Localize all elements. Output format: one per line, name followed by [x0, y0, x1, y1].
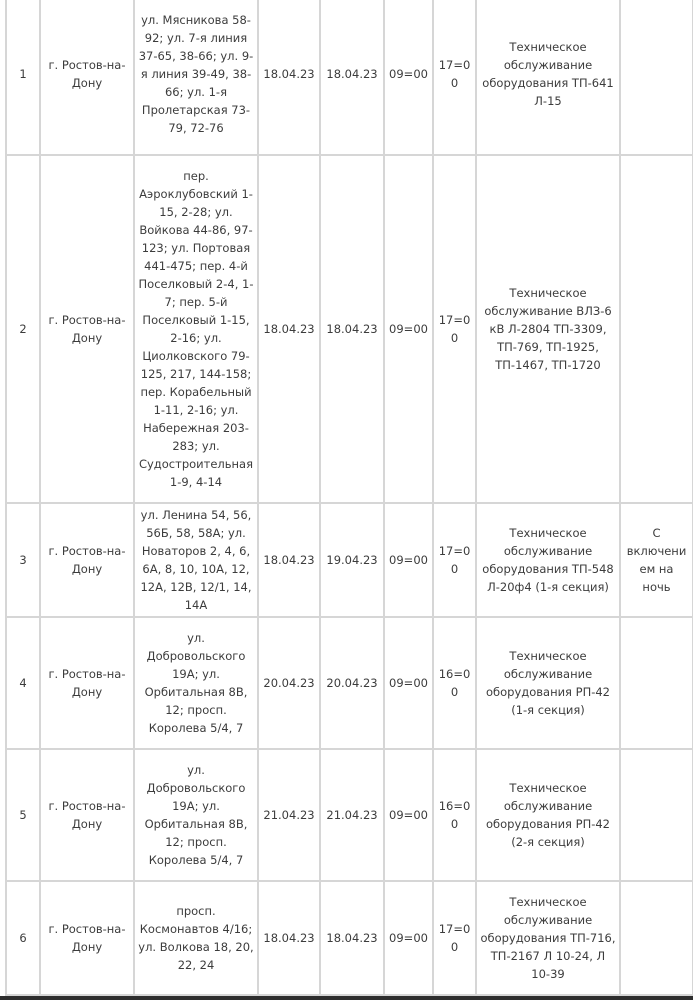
window-bottom-edge	[0, 996, 693, 1000]
time-end-cell: 16=00	[433, 749, 476, 881]
date-start-cell: 18.04.23	[258, 503, 320, 617]
city-cell: г. Ростов-на-Дону	[40, 0, 134, 155]
time-start-cell: 09=00	[384, 749, 433, 881]
time-end-cell: 17=00	[433, 0, 476, 155]
row-number: 3	[6, 503, 40, 617]
date-end-cell: 18.04.23	[320, 155, 384, 503]
addresses-cell: ул. Добровольского 19А; ул. Орбитальная 8В, 12; просп. Королева 5/4, 7	[134, 749, 258, 881]
note-cell	[620, 155, 693, 503]
row-number: 5	[6, 749, 40, 881]
date-end-cell: 20.04.23	[320, 617, 384, 749]
reason-cell: Техническое обслуживание оборудования РП-42 (1-я секция)	[476, 617, 620, 749]
addresses-cell: просп. Космонавтов 4/16; ул. Волкова 18, 20, 22, 24	[134, 881, 258, 995]
time-start-cell: 09=00	[384, 503, 433, 617]
table-row	[6, 155, 693, 503]
reason-cell: Техническое обслуживание оборудования ТП-548 Л-20ф4 (1-я секция)	[476, 503, 620, 617]
note-cell	[620, 881, 693, 995]
time-end-cell: 17=00	[433, 155, 476, 503]
city-cell: г. Ростов-на-Дону	[40, 617, 134, 749]
time-start-cell: 09=00	[384, 617, 433, 749]
time-end-cell: 17=00	[433, 503, 476, 617]
note-cell: С включением на ночь	[620, 503, 693, 617]
note-cell	[620, 617, 693, 749]
table-row	[6, 749, 693, 881]
table-row	[6, 617, 693, 749]
reason-cell: Техническое обслуживание оборудования ТП-716, ТП-2167 Л 10-24, Л 10-39	[476, 881, 620, 995]
date-start-cell: 18.04.23	[258, 0, 320, 155]
reason-cell: Техническое обслуживание оборудования ТП-641 Л-15	[476, 0, 620, 155]
reason-cell: Техническое обслуживание ВЛЗ-6 кВ Л-2804 ТП-3309, ТП-769, ТП-1925, ТП-1467, ТП-1720	[476, 155, 620, 503]
date-end-cell: 21.04.23	[320, 749, 384, 881]
reason-cell: Техническое обслуживание оборудования РП-42 (2-я секция)	[476, 749, 620, 881]
addresses-cell: пер. Аэроклубовский 1-15, 2-28; ул. Войкова 44-86, 97-123; ул. Портовая 441-475; пер. 4-й Поселковый 2-4, 1-7; пер. 5-й Поселковый 1-15, 2-16; ул. Циолковского 79-125, 217, 144-158; пер. Корабельный 1-11, 2-16; ул. Набережная 203-283; ул. Судостроительная 1-9, 4-14	[134, 155, 258, 503]
date-end-cell: 18.04.23	[320, 881, 384, 995]
addresses-cell: ул. Ленина 54, 56, 56Б, 58, 58А; ул. Новаторов 2, 4, 6, 6А, 8, 10, 10А, 12, 12А, 12В, 12/1, 14, 14А	[134, 503, 258, 617]
table-row	[6, 503, 693, 617]
table-row	[6, 881, 693, 995]
date-start-cell: 18.04.23	[258, 155, 320, 503]
time-start-cell: 09=00	[384, 0, 433, 155]
time-start-cell: 09=00	[384, 881, 433, 995]
time-start-cell: 09=00	[384, 155, 433, 503]
city-cell: г. Ростов-на-Дону	[40, 503, 134, 617]
city-cell: г. Ростов-на-Дону	[40, 881, 134, 995]
date-end-cell: 19.04.23	[320, 503, 384, 617]
city-cell: г. Ростов-на-Дону	[40, 155, 134, 503]
time-end-cell: 16=00	[433, 617, 476, 749]
date-start-cell: 21.04.23	[258, 749, 320, 881]
row-number: 6	[6, 881, 40, 995]
row-number: 4	[6, 617, 40, 749]
date-end-cell: 18.04.23	[320, 0, 384, 155]
date-start-cell: 18.04.23	[258, 881, 320, 995]
date-start-cell: 20.04.23	[258, 617, 320, 749]
addresses-cell: ул. Мясникова 58-92; ул. 7-я линия 37-65, 38-66; ул. 9-я линия 39-49, 38-66; ул. 1-я Пролетарская 73-79, 72-76	[134, 0, 258, 155]
outage-schedule-table	[5, 0, 693, 1000]
city-cell: г. Ростов-на-Дону	[40, 749, 134, 881]
note-cell	[620, 0, 693, 155]
addresses-cell: ул. Добровольского 19А; ул. Орбитальная 8В, 12; просп. Королева 5/4, 7	[134, 617, 258, 749]
note-cell	[620, 749, 693, 881]
row-number: 2	[6, 155, 40, 503]
row-number: 1	[6, 0, 40, 155]
time-end-cell: 17=00	[433, 881, 476, 995]
table-row	[6, 0, 693, 155]
